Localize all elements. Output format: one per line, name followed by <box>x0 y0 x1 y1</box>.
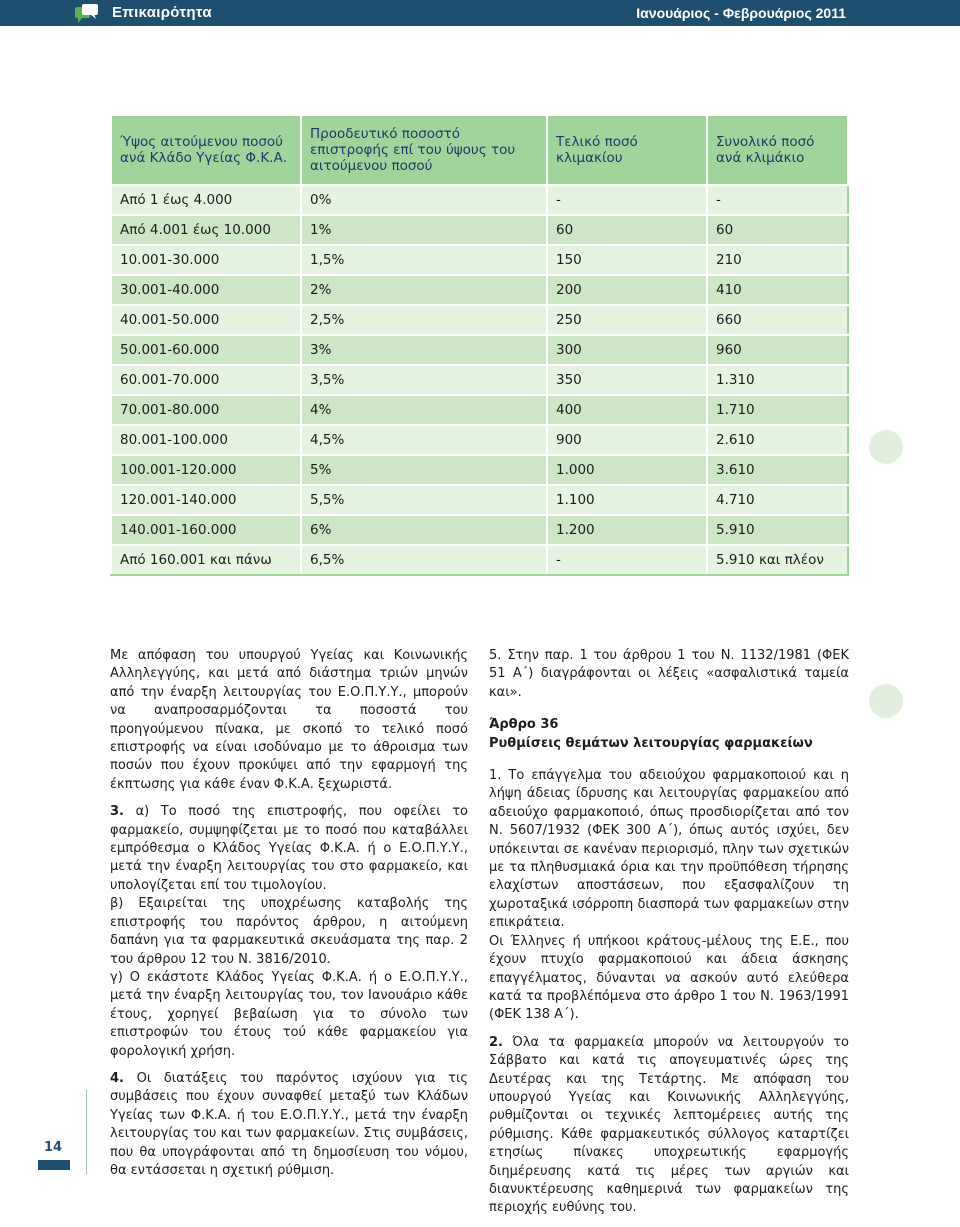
table-cell: 80.001-100.000 <box>111 425 301 455</box>
table-cell: 3,5% <box>301 365 547 395</box>
paragraph <box>110 1070 468 1180</box>
table-cell: 70.001-80.000 <box>111 395 301 425</box>
article-subtitle: Ρυθμίσεις θεμάτων λειτουργίας φαρμακείων <box>489 735 813 751</box>
article-title: Άρθρο 36 <box>489 717 559 733</box>
paragraph-text: Οι διατάξεις του παρόντος ισχύουν για τις συμβάσεις που έχουν συναφθεί μεταξύ των Κλάδων Υγείας των Φ.Κ.Α. ή του Ε.Ο.Π.Υ.Υ., μετά την έναρξη λειτουργίας του και των φαρμακείων. Στις συμβάσεις, που θα υπογράφονται από τη δημοσίευση του νόμου, θα εντάσσεται η σχετική ρύθμιση. <box>110 1070 468 1178</box>
table-row <box>111 335 848 365</box>
left-text-column <box>110 647 468 1189</box>
table-cell: 6,5% <box>301 545 547 575</box>
table-cell: 2.610 <box>707 425 848 455</box>
table-cell: 300 <box>547 335 707 365</box>
paragraph <box>110 803 468 895</box>
page-number: 14 <box>43 1140 63 1155</box>
table-cell: 60 <box>547 215 707 245</box>
table-row <box>111 185 848 215</box>
table-cell: 1.710 <box>707 395 848 425</box>
paragraph: γ) Ο εκάστοτε Κλάδος Υγείας Φ.Κ.Α. ή ο Ε.Ο.Π.Υ.Υ., μετά την έναρξη λειτουργίας του, τον Ιανουάριο κάθε έτους, χορηγεί βεβαίωση για το σύνολο των επιστροφών του έτους τού κάθε φαρμακείου για φορολογική χρήση. <box>110 969 468 1059</box>
table-cell: 120.001-140.000 <box>111 485 301 515</box>
table-cell: 10.001-30.000 <box>111 245 301 275</box>
table-cell: - <box>547 545 707 575</box>
page-number-bar <box>38 1160 70 1170</box>
paragraph: 1. Το επάγγελμα του αδειούχου φαρμακοποιού και η λήψη άδειας ίδρυσης και λειτουργίας φαρμακείου από αδειούχο φαρμακοποιό, όπως προσδιορίζεται από τον Ν. 5607/1932 (ΦΕΚ 300 Α΄), όπως αυτός ισχύει, δεν υπόκεινται σε κανέναν περιορισμό, πλην των σχετικών με τα πληθυσμιακά όρια και την προϋπόθεση τήρησης ελαχίστων αποστάσεων, που εξασφαλίζουν τη χωροταξικά ισόρροπη διασπορά των φαρμακείων στην επικράτεια. <box>489 768 849 931</box>
table-cell: 3% <box>301 335 547 365</box>
table-cell: 900 <box>547 425 707 455</box>
paragraph-number: 3. <box>110 804 124 820</box>
table-cell: 1.200 <box>547 515 707 545</box>
header-bar <box>0 0 960 26</box>
table-cell: 1.000 <box>547 455 707 485</box>
table-row <box>111 395 848 425</box>
paragraph: Οι Έλληνες ή υπήκοοι κράτους-μέλους της Ε.Ε., που έχουν πτυχίο φαρμακοποιού και άδεια άσκησης επαγγέλματος, δύνανται να ασκούν αυτό ελεύθερα κατά τα προβλέπόμενα στο άρθρο 1 του Ν. 1963/1991 (ΦΕΚ 138 Α΄). <box>489 933 849 1023</box>
paragraph: 5. Στην παρ. 1 του άρθρου 1 του Ν. 1132/1981 (ΦΕΚ 51 Α΄) διαγράφονται οι λέξεις «ασφαλιστικά ταμεία και». <box>489 648 849 700</box>
table-cell: Από 4.001 έως 10.000 <box>111 215 301 245</box>
table-cell: 5% <box>301 455 547 485</box>
table-cell: 4,5% <box>301 425 547 455</box>
column-header: Συνολικό ποσό ανά κλιμάκιο <box>707 115 848 185</box>
page-edge-line <box>86 1090 87 1174</box>
paragraph-text: α) Το ποσό της επιστροφής, που οφείλει το φαρμακείο, συμψηφίζεται με το ποσό που καταβάλλει εμπρόθεσμα ο Κλάδος Υγείας Φ.Κ.Α. ή ο Ε.Ο.Π.Υ.Υ., μετά την έναρξη λειτουργίας του στο φαρμακείο, και υπολογίζεται επί του τιμολογίου. <box>110 804 468 893</box>
paragraph-text: Όλα τα φαρμακεία μπορούν να λειτουργούν το Σάββατο και κατά τις απογευματινές ώρες της Δευτέρας και της Τετάρτης. Με απόφαση του υπουργού Υγείας και Κοινωνικής Αλληλεγγύης, ρυθμίζονται οι τεχνικές λεπτομέρειες αυτής της ρύθμισης. Κάθε φαρμακευτικός σύλλογος καταρτίζει ετησίως πίνακες υποχρεωτικής εφαρμογής διημέρευσης κατά τις μέρες των αργιών και διανυκτέρευσης καθημερινά των φαρμακείων της περιοχής ευθύνης του. <box>489 1034 849 1216</box>
table-cell: 200 <box>547 275 707 305</box>
table-cell: 960 <box>707 335 848 365</box>
table-row <box>111 545 848 575</box>
decorative-circle <box>869 684 903 718</box>
paragraph-number: 2. <box>489 1034 503 1050</box>
table-cell: - <box>547 185 707 215</box>
issue-date: Ιανουάριος - Φεβρουάριος 2011 <box>636 5 846 21</box>
table-row <box>111 245 848 275</box>
table-cell: 2% <box>301 275 547 305</box>
refund-scale-table <box>110 114 849 576</box>
table-row <box>111 275 848 305</box>
table-cell: 410 <box>707 275 848 305</box>
table-cell: 1.310 <box>707 365 848 395</box>
table-cell: - <box>707 185 848 215</box>
section-title: Επικαιρότητα <box>112 4 212 21</box>
column-header: Προοδευτικό ποσοστό επιστροφής επί του ύψους του αιτούμενου ποσού <box>301 115 547 185</box>
table-row <box>111 305 848 335</box>
table-row <box>111 485 848 515</box>
table-cell: 150 <box>547 245 707 275</box>
table-cell: 350 <box>547 365 707 395</box>
table-cell: 6% <box>301 515 547 545</box>
table-cell: Από 160.001 και πάνω <box>111 545 301 575</box>
right-text-column <box>489 647 849 1227</box>
table-row <box>111 425 848 455</box>
table-cell: 3.610 <box>707 455 848 485</box>
paragraph: β) Εξαιρείται της υποχρέωσης καταβολής της επιστροφής του παρόντος άρθρου, η αιτούμενη δαπάνη για τα φαρμακευτικά σκευάσματα της παρ. 2 του άρθρου 12 του Ν. 3816/2010. <box>110 896 468 967</box>
paragraph-number: 4. <box>110 1070 124 1086</box>
column-header: Ύψος αιτούμενου ποσού ανά Κλάδο Υγείας Φ.Κ.Α. <box>111 115 301 185</box>
table-row <box>111 515 848 545</box>
table-cell: 2,5% <box>301 305 547 335</box>
table-cell: 400 <box>547 395 707 425</box>
table-cell: 50.001-60.000 <box>111 335 301 365</box>
table-cell: 60 <box>707 215 848 245</box>
table-row <box>111 215 848 245</box>
table-cell: 4.710 <box>707 485 848 515</box>
paragraph <box>489 1034 849 1218</box>
table-cell: 1.100 <box>547 485 707 515</box>
table-cell: 5.910 και πλέον <box>707 545 848 575</box>
table-cell: 40.001-50.000 <box>111 305 301 335</box>
speech-bubbles-icon <box>74 3 100 29</box>
table-cell: 5.910 <box>707 515 848 545</box>
table-cell: 1% <box>301 215 547 245</box>
table-cell: 140.001-160.000 <box>111 515 301 545</box>
table-cell: Από 1 έως 4.000 <box>111 185 301 215</box>
table-cell: 60.001-70.000 <box>111 365 301 395</box>
table-cell: 100.001-120.000 <box>111 455 301 485</box>
table-cell: 1,5% <box>301 245 547 275</box>
table-cell: 0% <box>301 185 547 215</box>
table-cell: 5,5% <box>301 485 547 515</box>
decorative-circle <box>869 430 903 464</box>
table-cell: 250 <box>547 305 707 335</box>
table-row <box>111 365 848 395</box>
table-row <box>111 455 848 485</box>
table-header-row <box>111 115 848 185</box>
paragraph: Με απόφαση του υπουργού Υγείας και Κοινωνικής Αλληλεγγύης, και μετά από διάστημα τριών μηνών από την έναρξη λειτουργίας του Ε.Ο.Π.Υ.Υ., μπορούν να αναπροσαρμόζονται τα ποσοστά του προηγούμενου πίνακα, με σκοπό το τελικό ποσό επιστροφής να είναι ισοδύναμο με το άθροισμα των ποσών που έχουν προκύψει από την εφαρμογή της έκπτωσης για κάθε έναν Φ.Κ.Α. ξεχωριστά. <box>110 648 468 792</box>
table-cell: 660 <box>707 305 848 335</box>
table-cell: 30.001-40.000 <box>111 275 301 305</box>
table-cell: 210 <box>707 245 848 275</box>
column-header: Τελικό ποσό κλιμακίου <box>547 115 707 185</box>
table-cell: 4% <box>301 395 547 425</box>
